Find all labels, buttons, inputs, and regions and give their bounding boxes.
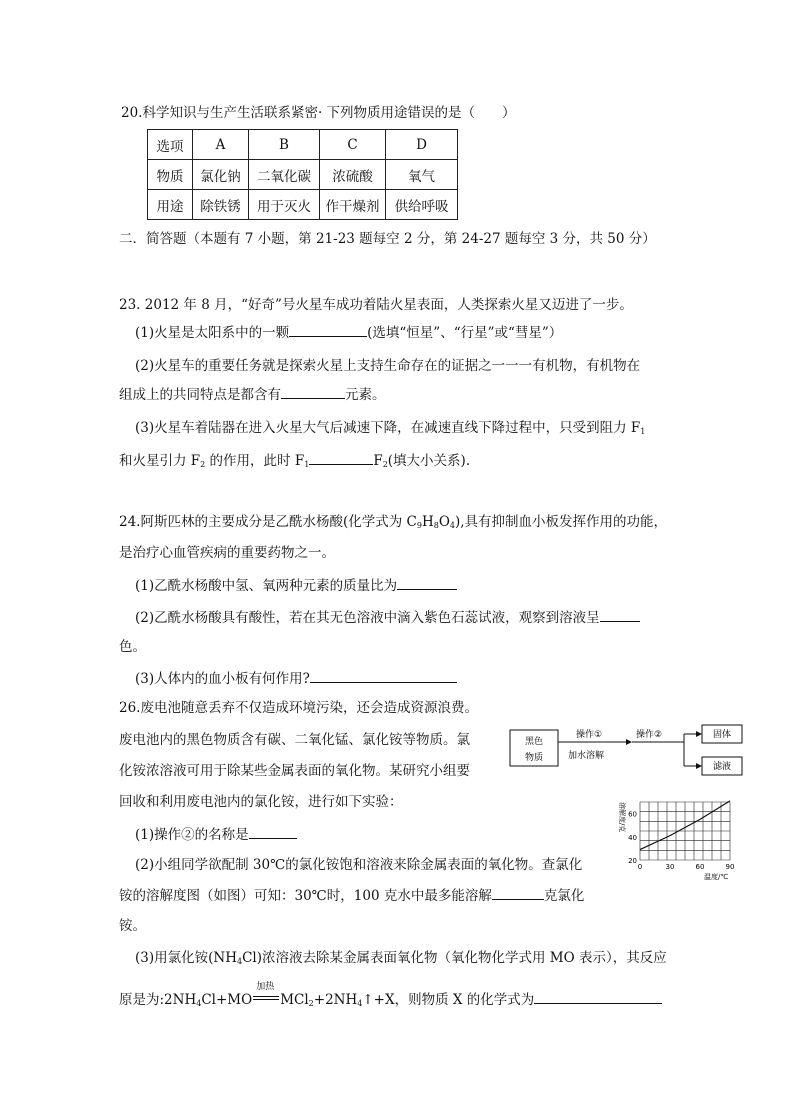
- text: (1)操作②的名称是: [135, 827, 249, 843]
- q26-stem: 26.废电池随意丢弃不仅造成环境污染，还会造成资源浪费。: [119, 700, 478, 716]
- text: 原是为:2NH: [119, 992, 197, 1008]
- text: Cl)浓溶液去除某金属表面氧化物（氧化物化学式用 MO 表示），其反应: [242, 950, 667, 966]
- box-label: 固体: [712, 730, 732, 740]
- q23-part3-line1: [135, 419, 645, 441]
- text: (3)用氯化铵(NH: [135, 950, 237, 966]
- q24-stem: [119, 513, 667, 535]
- table-cell: C: [320, 130, 386, 160]
- chart-grid: [640, 802, 730, 860]
- subscript: 2: [308, 999, 314, 1008]
- text: 和火星引力 F: [119, 453, 201, 469]
- table-cell: 氯化钠: [193, 160, 249, 190]
- op1-label: 操作①: [576, 730, 603, 740]
- answer-blank[interactable]: [289, 323, 367, 337]
- x-tick-label: 90: [725, 863, 735, 871]
- reaction-condition: 加热: [256, 982, 275, 992]
- answer-blank[interactable]: [309, 451, 373, 465]
- x-axis-label: 温度/℃: [704, 873, 729, 881]
- y-tick-label: 60: [628, 810, 637, 819]
- table-cell: 二氧化碳: [249, 160, 320, 190]
- text: 的作用，此时 F: [205, 453, 305, 469]
- subscript: 4: [449, 521, 455, 530]
- table-row: [148, 190, 458, 220]
- table-cell: B: [249, 130, 320, 160]
- text: (选填“恒星”、“行星”或“彗星”）: [367, 325, 563, 341]
- box-label: 物质: [524, 753, 544, 763]
- text: 克氯化: [543, 888, 585, 904]
- q24-part3: [135, 669, 457, 688]
- arrow-head: [696, 763, 702, 769]
- text: Cl+MO: [201, 992, 253, 1008]
- table-cell: 用途: [148, 190, 193, 220]
- subscript: 2: [382, 460, 388, 469]
- q24-part2-line2: 色。: [119, 639, 146, 655]
- table-cell: 氧气: [386, 160, 458, 190]
- reaction-arrow: [252, 982, 280, 1004]
- text: (填大小关系).: [387, 453, 471, 469]
- q23-part2-line2: [119, 385, 386, 404]
- text: ↑+X，则物质 X 的化学式为: [362, 992, 535, 1008]
- answer-blank[interactable]: [492, 886, 544, 900]
- subscript: 4: [357, 999, 363, 1008]
- table-cell: 用于灭火: [249, 190, 320, 220]
- subscript: 2: [200, 460, 206, 469]
- text: (1)火星是太阳系中的一颗: [135, 325, 290, 341]
- text: (2)乙酰水杨酸具有酸性，若在其无色溶液中滴入紫色石蕊试液，观察到溶液呈: [135, 610, 600, 626]
- options-table: [147, 129, 458, 220]
- answer-blank[interactable]: [281, 385, 345, 399]
- answer-blank[interactable]: [249, 825, 297, 839]
- table-cell: 供给呼吸: [386, 190, 458, 220]
- table-cell: 物质: [148, 160, 193, 190]
- x-tick-label: 30: [665, 863, 675, 871]
- x-tick-label: 0: [637, 863, 643, 871]
- subscript: 1: [640, 427, 646, 436]
- table-cell: 除铁锈: [193, 190, 249, 220]
- q26-line3: 回收和利用废电池内的氯化铵，进行如下实验：: [119, 794, 403, 810]
- text: 元素。: [345, 387, 386, 403]
- table-cell: 选项: [148, 130, 193, 160]
- table-row: [148, 160, 458, 190]
- q26-equation: [119, 982, 662, 1013]
- subscript: 4: [236, 957, 243, 966]
- solubility-chart: [614, 790, 744, 882]
- text: 组成上的共同特点是都含有: [119, 387, 281, 403]
- arrow-head: [696, 731, 702, 737]
- box-label: 黑色: [524, 737, 544, 747]
- q26-line2: 化铵浓溶液可用于除某些金属表面的氧化物。某研究小组要: [119, 763, 470, 779]
- q26-line1: 废电池内的黑色物质含有碳、二氧化锰、氯化铵等物质。氯: [119, 732, 470, 748]
- q20-stem: 20.科学知识与生产生活联系紧密· 下列物质用途错误的是（ ）: [121, 105, 516, 121]
- text: MCl: [280, 992, 309, 1008]
- text: O: [438, 514, 450, 530]
- text: 铵的溶解度图（如图）可知：30℃时，100 克水中最多能溶解: [119, 888, 492, 904]
- table-cell: D: [386, 130, 458, 160]
- q26-part2-line3: 铵。: [119, 918, 146, 934]
- y-tick-label: 40: [628, 833, 637, 842]
- equals-line: [253, 999, 279, 1000]
- text: +2NH: [313, 992, 358, 1008]
- text: F: [373, 453, 383, 469]
- answer-blank[interactable]: [600, 608, 640, 622]
- q23-part2-line1: (2)火星车的重要任务就是探索火星上支持生命存在的证据之一一一有机物，有机物在: [135, 358, 641, 374]
- q23-stem: 23. 2012 年 8 月，“好奇”号火星车成功着陆火星表面，人类探索火星又迈进了一步。: [119, 297, 633, 313]
- text: (3)火星车着陆器在进入火星大气后减速下降，在减速直线下降过程中，只受到阻力 F: [135, 420, 641, 436]
- text: ),具有抑制血小板发挥作用的功能，: [455, 514, 668, 530]
- process-flow-diagram: [508, 722, 748, 778]
- subscript: 4: [196, 999, 202, 1008]
- op1-sublabel: 加水溶解: [568, 751, 605, 761]
- answer-blank[interactable]: [534, 990, 662, 1004]
- text: (1)乙酰水杨酸中氢、氧两种元素的质量比为: [135, 578, 398, 594]
- text: (3)人体内的血小板有何作用?: [135, 671, 310, 687]
- q24-part2-line1: [135, 608, 640, 627]
- q24-stem-line2: 是治疗心血管疾病的重要药物之一。: [119, 545, 335, 561]
- q23-part1: [135, 323, 562, 342]
- equals-line: [253, 996, 279, 997]
- arrow-head: [626, 739, 632, 745]
- q26-part2-line2: [119, 886, 584, 905]
- q24-part1: [135, 576, 457, 595]
- subscript: 8: [433, 521, 439, 530]
- q26-part1: [135, 825, 297, 844]
- subscript: 1: [304, 460, 310, 469]
- q26-part3-line1: [135, 949, 667, 971]
- text: H: [421, 514, 434, 530]
- q23-part3-line2: [119, 451, 470, 474]
- op2-label: 操作②: [636, 730, 663, 740]
- section-title: 二．简答题（本题有 7 小题，第 21-23 题每空 2 分，第 24-27 题每空 3 分，共 50 分）: [119, 231, 656, 247]
- x-tick-label: 60: [695, 863, 705, 871]
- table-cell: 浓硫酸: [320, 160, 386, 190]
- answer-blank[interactable]: [397, 576, 457, 590]
- table-row: [148, 130, 458, 160]
- table-cell: 作干燥剂: [320, 190, 386, 220]
- box-label: 滤液: [712, 762, 732, 772]
- q26-part2-line1: (2)小组同学欲配制 30℃的氯化铵饱和溶液来除金属表面的氧化物。查氯化: [135, 857, 583, 873]
- y-axis-label: 溶解度/克: [618, 802, 626, 833]
- answer-blank[interactable]: [310, 669, 457, 683]
- table-cell: A: [193, 130, 249, 160]
- text: 24.阿斯匹林的主要成分是乙酰水杨酸(化学式为 C: [119, 514, 417, 530]
- subscript: 9: [416, 521, 422, 530]
- y-tick-label: 20: [628, 857, 637, 865]
